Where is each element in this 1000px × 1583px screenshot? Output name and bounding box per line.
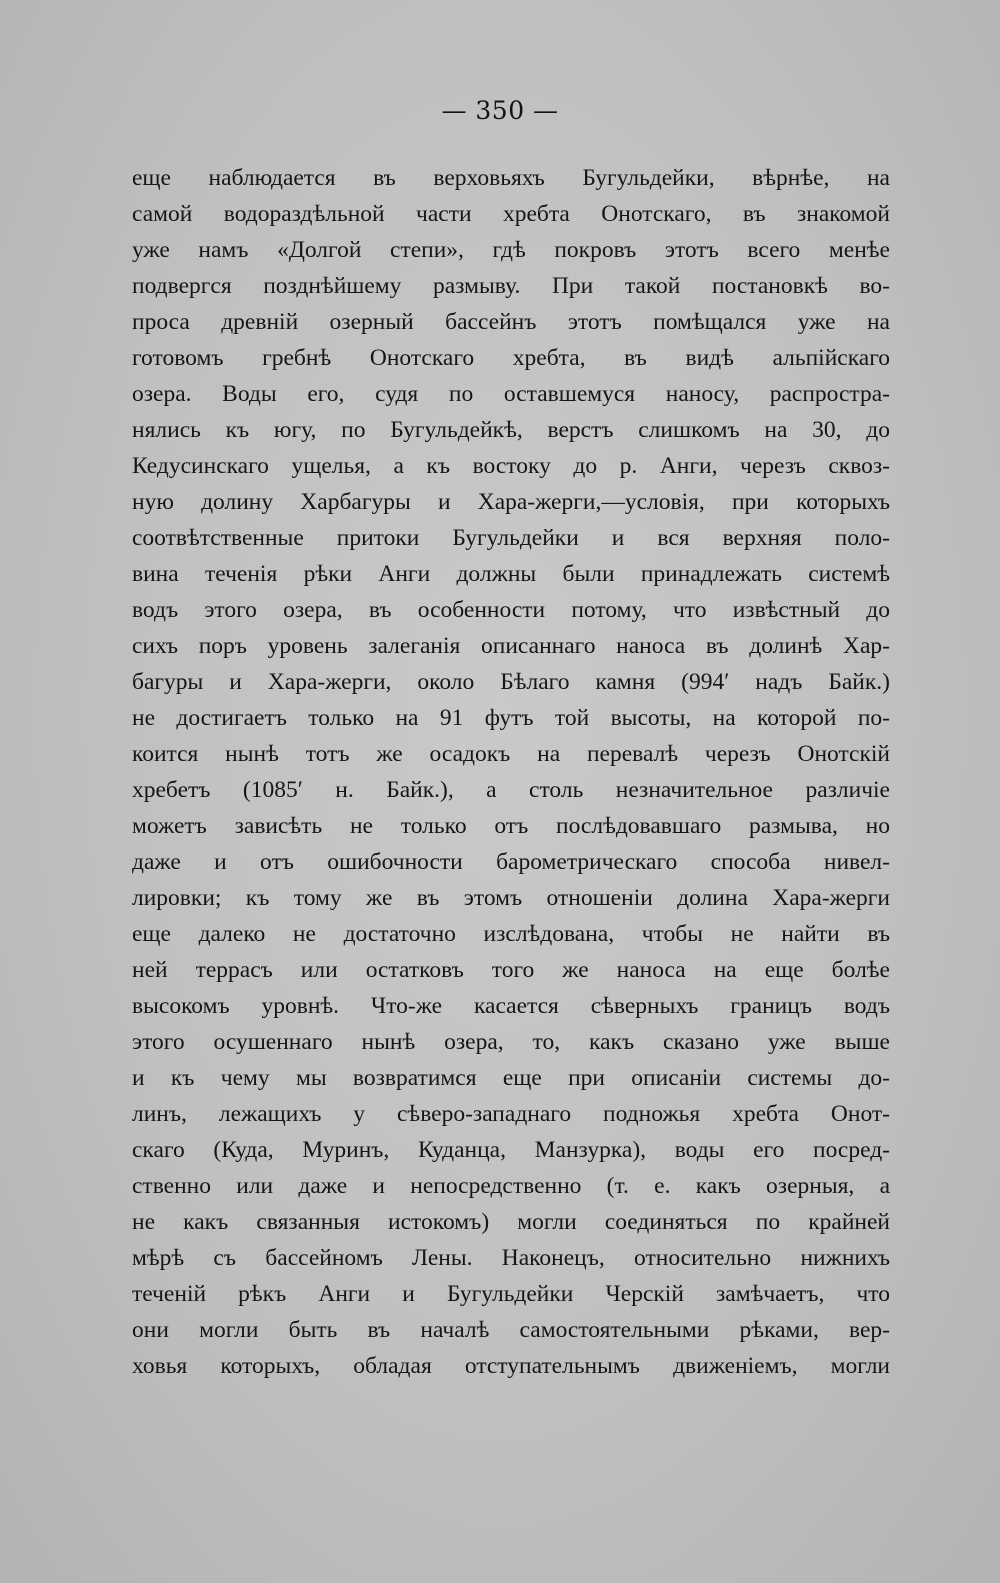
text-line: еще наблюдается въ верховьяхъ Бугульдейки, вѣрнѣе, на xyxy=(132,165,890,191)
text-line: проса древній озерный бассейнъ этотъ помѣщался уже на xyxy=(132,309,890,335)
text-line: хребетъ (1085′ н. Байк.), а столь незначительное различіе xyxy=(132,777,890,803)
text-line: этого осушеннаго нынѣ озера, то, какъ сказано уже выше xyxy=(132,1029,890,1055)
text-line: они могли быть въ началѣ самостоятельными рѣками, вер- xyxy=(132,1317,890,1343)
page-number: — 350 — xyxy=(441,96,559,125)
text-line: ную долину Харбагуры и Хара-жерги,—условія, при которыхъ xyxy=(132,489,890,515)
text-line: мѣрѣ съ бассейномъ Лены. Наконецъ, относительно нижнихъ xyxy=(132,1245,890,1271)
text-line: Кедусинскаго ущелья, а къ востоку до р. Анги, черезъ сквоз- xyxy=(132,453,890,479)
text-line: самой водораздѣльной части хребта Онотскаго, въ знакомой xyxy=(132,201,890,227)
text-line: коится нынѣ тотъ же осадокъ на перевалѣ черезъ Онотскій xyxy=(132,741,890,767)
text-line: ственно или даже и непосредственно (т. е. какъ озерныя, а xyxy=(132,1173,890,1199)
text-line: сихъ поръ уровень залеганія описаннаго наноса въ долинѣ Хар- xyxy=(132,633,890,659)
text-line: линъ, лежащихъ у сѣверо-западнаго подножья хребта Онот- xyxy=(132,1101,890,1127)
text-line: соотвѣтственные притоки Бугульдейки и вся верхняя поло- xyxy=(132,525,890,551)
text-line: теченій рѣкъ Анги и Бугульдейки Черскій замѣчаетъ, что xyxy=(132,1281,890,1307)
text-line: ховья которыхъ, обладая отступательнымъ движеніемъ, могли xyxy=(132,1353,890,1379)
text-line: высокомъ уровнѣ. Что-же касается сѣверныхъ границъ водъ xyxy=(132,993,890,1019)
text-line: вина теченія рѣки Анги должны были принадлежать системѣ xyxy=(132,561,890,587)
text-line: скаго (Куда, Муринъ, Куданца, Манзурка), воды его посред- xyxy=(132,1137,890,1163)
page-body-text xyxy=(132,160,890,1384)
text-line: нялись къ югу, по Бугульдейкѣ, верстъ слишкомъ на 30, до xyxy=(132,417,890,443)
text-line: даже и отъ ошибочности барометрическаго способа нивел- xyxy=(132,849,890,875)
text-line: ней террасъ или остатковъ того же наноса на еще болѣе xyxy=(132,957,890,983)
text-line: не достигаетъ только на 91 футъ той высоты, на которой по- xyxy=(132,705,890,731)
text-line: можетъ зависѣть не только отъ послѣдовавшаго размыва, но xyxy=(132,813,890,839)
text-line: водъ этого озера, въ особенности потому, что извѣстный до xyxy=(132,597,890,623)
text-line: лировки; къ тому же въ этомъ отношеніи долина Хара-жерги xyxy=(132,885,890,911)
text-line: готовомъ гребнѣ Онотскаго хребта, въ видѣ альпійскаго xyxy=(132,345,890,371)
text-line: багуры и Хара-жерги, около Бѣлаго камня (994′ надъ Байк.) xyxy=(132,669,890,695)
text-line: уже намъ «Долгой степи», гдѣ покровъ этотъ всего менѣе xyxy=(132,237,890,263)
text-line: озера. Воды его, судя по оставшемуся наносу, распростра- xyxy=(132,381,890,407)
text-line: и къ чему мы возвратимся еще при описаніи системы до- xyxy=(132,1065,890,1091)
text-line: не какъ связанныя истокомъ) могли соединяться по крайней xyxy=(132,1209,890,1235)
text-line: подвергся позднѣйшему размыву. При такой постановкѣ во- xyxy=(132,273,890,299)
text-line: еще далеко не достаточно изслѣдована, чтобы не найти въ xyxy=(132,921,890,947)
